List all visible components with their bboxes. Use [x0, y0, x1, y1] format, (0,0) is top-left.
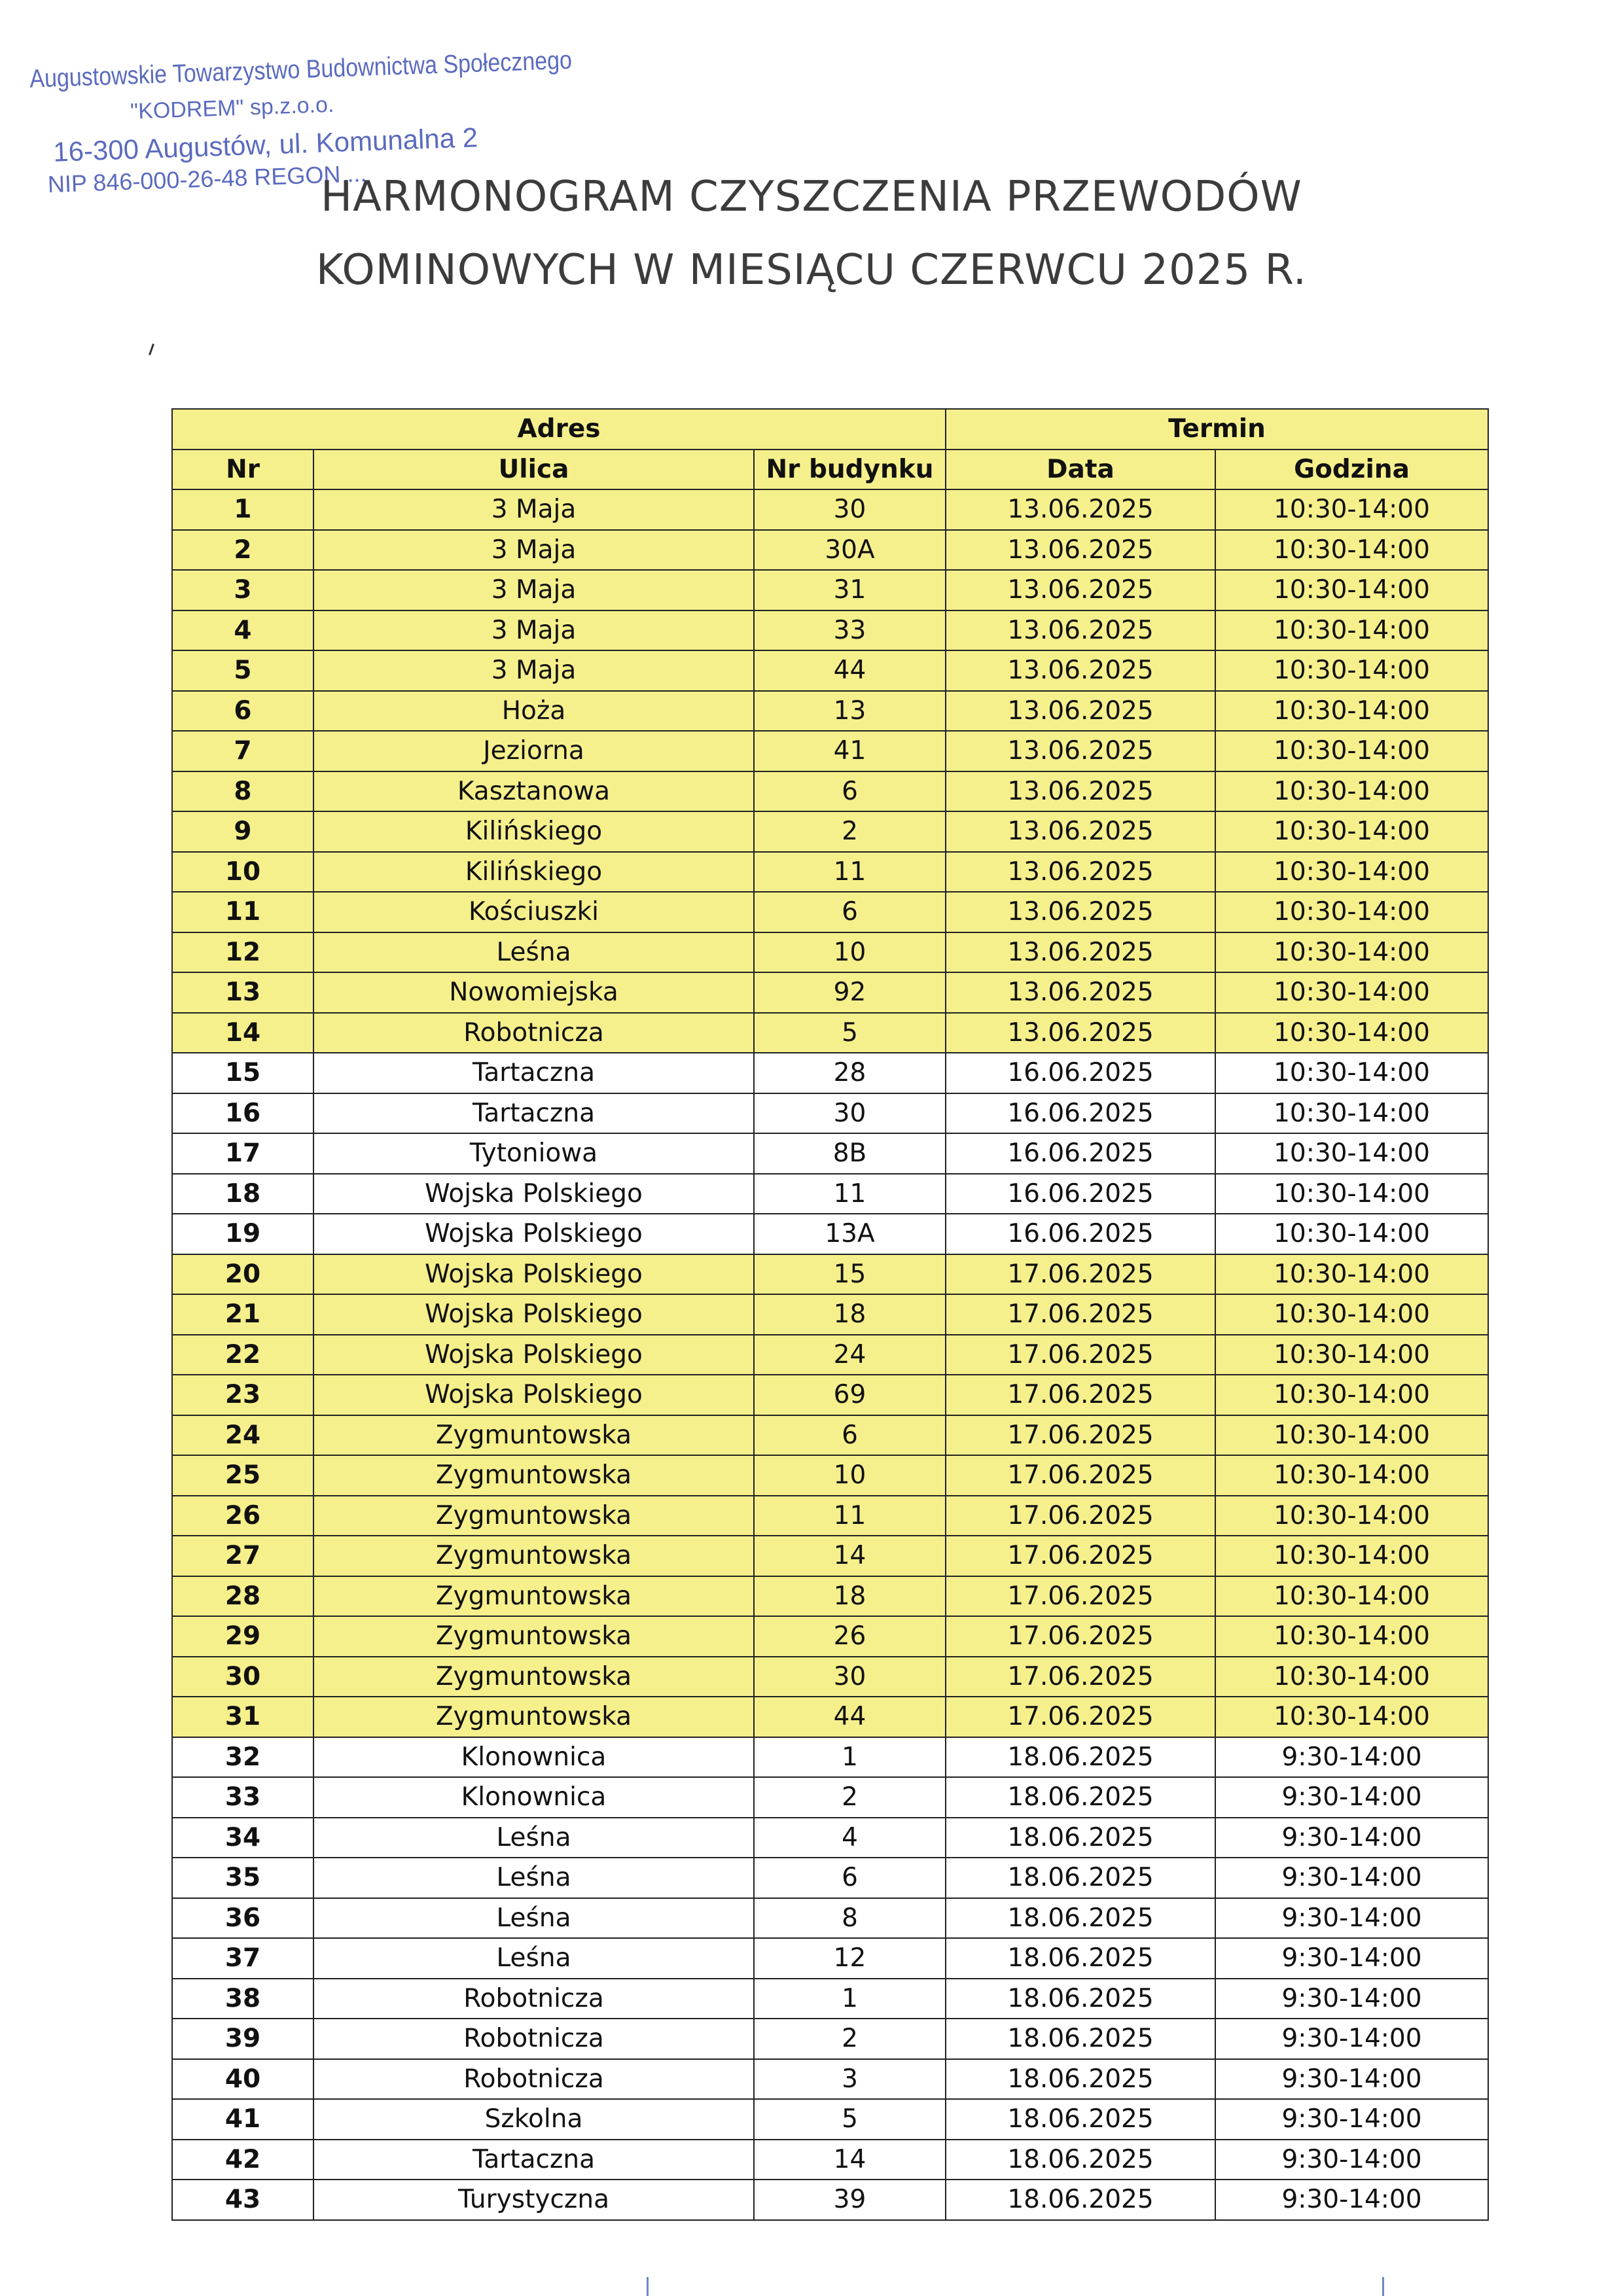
cell-nr: 16 [172, 1093, 313, 1134]
cell-building: 13 [754, 691, 946, 732]
cell-building: 1 [754, 1737, 946, 1778]
cell-nr: 10 [172, 852, 313, 892]
group-header-row [172, 409, 1488, 450]
cell-nr: 36 [172, 1898, 313, 1939]
cell-building: 30 [754, 1093, 946, 1134]
table-row [172, 771, 1488, 812]
table-row [172, 1174, 1488, 1214]
cell-nr: 14 [172, 1013, 313, 1053]
cell-street: 3 Maja [313, 610, 754, 651]
table-row [172, 1737, 1488, 1778]
cell-time: 10:30-14:00 [1215, 731, 1488, 771]
cell-date: 17.06.2025 [946, 1616, 1215, 1657]
cell-date: 17.06.2025 [946, 1335, 1215, 1375]
cell-street: Wojska Polskiego [313, 1174, 754, 1214]
cell-nr: 1 [172, 489, 313, 530]
cell-street: Robotnicza [313, 1013, 754, 1053]
cell-date: 18.06.2025 [946, 2059, 1215, 2100]
cell-date: 16.06.2025 [946, 1053, 1215, 1093]
cell-nr: 17 [172, 1133, 313, 1174]
cell-building: 5 [754, 2099, 946, 2140]
table-row [172, 1536, 1488, 1576]
cell-nr: 15 [172, 1053, 313, 1093]
cell-street: Wojska Polskiego [313, 1214, 754, 1254]
cell-street: Tartaczna [313, 1053, 754, 1093]
table-row [172, 2140, 1488, 2180]
cell-building: 30 [754, 1657, 946, 1697]
table-row [172, 1214, 1488, 1254]
cell-street: Kościuszki [313, 892, 754, 932]
cell-nr: 19 [172, 1214, 313, 1254]
cell-street: Wojska Polskiego [313, 1294, 754, 1335]
cell-time: 10:30-14:00 [1215, 1375, 1488, 1415]
cell-street: Wojska Polskiego [313, 1335, 754, 1375]
cell-date: 17.06.2025 [946, 1496, 1215, 1536]
cell-nr: 11 [172, 892, 313, 932]
cell-building: 92 [754, 972, 946, 1013]
cell-building: 8B [754, 1133, 946, 1174]
cell-nr: 28 [172, 1576, 313, 1617]
cell-nr: 30 [172, 1657, 313, 1697]
cell-street: Tartaczna [313, 2140, 754, 2180]
cell-date: 17.06.2025 [946, 1415, 1215, 1456]
cell-time: 10:30-14:00 [1215, 1455, 1488, 1496]
cell-time: 10:30-14:00 [1215, 892, 1488, 932]
table-row [172, 1133, 1488, 1174]
cell-street: Robotnicza [313, 1979, 754, 2019]
table-row [172, 1335, 1488, 1375]
cell-date: 13.06.2025 [946, 1013, 1215, 1053]
cell-time: 10:30-14:00 [1215, 650, 1488, 691]
cell-street: Zygmuntowska [313, 1496, 754, 1536]
cell-building: 11 [754, 852, 946, 892]
cell-building: 6 [754, 771, 946, 812]
cell-nr: 25 [172, 1455, 313, 1496]
cell-building: 44 [754, 1697, 946, 1737]
cell-time: 10:30-14:00 [1215, 811, 1488, 852]
header-term: Termin [946, 409, 1488, 450]
cell-date: 18.06.2025 [946, 2140, 1215, 2180]
cell-time: 10:30-14:00 [1215, 1576, 1488, 1617]
cell-date: 16.06.2025 [946, 1133, 1215, 1174]
pen-mark [149, 344, 154, 355]
cell-nr: 23 [172, 1375, 313, 1415]
cell-building: 14 [754, 1536, 946, 1576]
cell-time: 10:30-14:00 [1215, 570, 1488, 610]
header-address: Adres [172, 409, 946, 450]
cell-nr: 40 [172, 2059, 313, 2100]
cell-nr: 4 [172, 610, 313, 651]
cell-time: 10:30-14:00 [1215, 1093, 1488, 1134]
cell-building: 10 [754, 932, 946, 973]
cell-time: 10:30-14:00 [1215, 691, 1488, 732]
cell-date: 18.06.2025 [946, 2099, 1215, 2140]
cell-street: Leśna [313, 932, 754, 973]
stamp-line-address: 16-300 Augustów, ul. Komunalna 2 [52, 122, 478, 168]
cell-building: 12 [754, 1938, 946, 1979]
cell-date: 17.06.2025 [946, 1536, 1215, 1576]
cell-date: 13.06.2025 [946, 610, 1215, 651]
table-row [172, 489, 1488, 530]
table-row [172, 1818, 1488, 1858]
cell-street: Zygmuntowska [313, 1616, 754, 1657]
schedule-rows [172, 489, 1488, 2220]
cell-building: 33 [754, 610, 946, 651]
cell-building: 10 [754, 1455, 946, 1496]
cell-building: 8 [754, 1898, 946, 1939]
cell-street: Leśna [313, 1938, 754, 1979]
cell-date: 13.06.2025 [946, 530, 1215, 571]
cell-nr: 33 [172, 1777, 313, 1818]
cell-street: 3 Maja [313, 530, 754, 571]
cell-building: 28 [754, 1053, 946, 1093]
cell-building: 5 [754, 1013, 946, 1053]
cell-building: 11 [754, 1174, 946, 1214]
cell-nr: 29 [172, 1616, 313, 1657]
stamp-line-name: "KODREM" sp.z.o.o. [130, 92, 334, 124]
cell-building: 2 [754, 811, 946, 852]
cell-date: 13.06.2025 [946, 691, 1215, 732]
cell-nr: 27 [172, 1536, 313, 1576]
table-row [172, 1013, 1488, 1053]
cell-time: 10:30-14:00 [1215, 1294, 1488, 1335]
cell-time: 10:30-14:00 [1215, 610, 1488, 651]
cell-building: 3 [754, 2059, 946, 2100]
cell-street: Zygmuntowska [313, 1455, 754, 1496]
page-title [0, 160, 1623, 307]
header-time: Godzina [1215, 450, 1488, 490]
table-row [172, 2099, 1488, 2140]
cell-nr: 42 [172, 2140, 313, 2180]
cell-nr: 2 [172, 530, 313, 571]
cell-date: 18.06.2025 [946, 2019, 1215, 2059]
cell-date: 16.06.2025 [946, 1174, 1215, 1214]
cell-date: 17.06.2025 [946, 1697, 1215, 1737]
page-title-line-2: KOMINOWYCH W MIESIĄCU CZERWCU 2025 R. [315, 246, 1308, 294]
cell-nr: 8 [172, 771, 313, 812]
table-row [172, 1375, 1488, 1415]
cell-time: 10:30-14:00 [1215, 972, 1488, 1013]
cell-date: 17.06.2025 [946, 1657, 1215, 1697]
cell-time: 9:30-14:00 [1215, 1737, 1488, 1778]
cell-date: 17.06.2025 [946, 1455, 1215, 1496]
cell-date: 13.06.2025 [946, 731, 1215, 771]
cell-time: 9:30-14:00 [1215, 2059, 1488, 2100]
cell-nr: 18 [172, 1174, 313, 1214]
cell-time: 10:30-14:00 [1215, 1536, 1488, 1576]
cell-building: 18 [754, 1294, 946, 1335]
cell-street: Hoża [313, 691, 754, 732]
cell-street: Leśna [313, 1818, 754, 1858]
cell-building: 26 [754, 1616, 946, 1657]
cell-nr: 21 [172, 1294, 313, 1335]
cell-building: 2 [754, 1777, 946, 1818]
table-row [172, 972, 1488, 1013]
cell-date: 16.06.2025 [946, 1214, 1215, 1254]
column-header-row [172, 450, 1488, 490]
cell-building: 24 [754, 1335, 946, 1375]
table-row [172, 1415, 1488, 1456]
cell-time: 10:30-14:00 [1215, 489, 1488, 530]
cell-nr: 34 [172, 1818, 313, 1858]
cell-building: 1 [754, 1979, 946, 2019]
cell-time: 10:30-14:00 [1215, 771, 1488, 812]
table-row [172, 1898, 1488, 1939]
cell-time: 10:30-14:00 [1215, 1053, 1488, 1093]
cell-date: 18.06.2025 [946, 1979, 1215, 2019]
cell-nr: 26 [172, 1496, 313, 1536]
cell-date: 13.06.2025 [946, 650, 1215, 691]
stamp-line-company: Augustowskie Towarzystwo Budownictwa Społecznego [29, 46, 573, 94]
table-row [172, 650, 1488, 691]
cell-street: Wojska Polskiego [313, 1254, 754, 1295]
cell-nr: 9 [172, 811, 313, 852]
cell-time: 9:30-14:00 [1215, 2140, 1488, 2180]
cell-date: 18.06.2025 [946, 1858, 1215, 1898]
table-row [172, 1496, 1488, 1536]
cell-street: Klonownica [313, 1737, 754, 1778]
cell-street: Leśna [313, 1858, 754, 1898]
cell-street: Turystyczna [313, 2180, 754, 2220]
cell-nr: 24 [172, 1415, 313, 1456]
table-row [172, 852, 1488, 892]
cell-date: 17.06.2025 [946, 1576, 1215, 1617]
cell-street: Robotnicza [313, 2059, 754, 2100]
cell-street: Wojska Polskiego [313, 1375, 754, 1415]
cell-building: 69 [754, 1375, 946, 1415]
cell-date: 13.06.2025 [946, 489, 1215, 530]
cell-building: 13A [754, 1214, 946, 1254]
cell-date: 17.06.2025 [946, 1294, 1215, 1335]
cell-time: 10:30-14:00 [1215, 1496, 1488, 1536]
table-row [172, 2019, 1488, 2059]
cell-building: 6 [754, 1858, 946, 1898]
cell-time: 10:30-14:00 [1215, 1214, 1488, 1254]
cell-time: 9:30-14:00 [1215, 1777, 1488, 1818]
cell-date: 18.06.2025 [946, 1938, 1215, 1979]
table-row [172, 731, 1488, 771]
cell-nr: 38 [172, 1979, 313, 2019]
cell-date: 17.06.2025 [946, 1375, 1215, 1415]
header-building: Nr budynku [754, 450, 946, 490]
cell-date: 18.06.2025 [946, 1818, 1215, 1858]
table-row [172, 811, 1488, 852]
cell-building: 6 [754, 1415, 946, 1456]
cell-building: 30A [754, 530, 946, 571]
cell-time: 10:30-14:00 [1215, 1013, 1488, 1053]
header-nr: Nr [172, 450, 313, 490]
stamp-line-nip: NIP 846-000-26-48 REGON ... [47, 160, 367, 198]
table-row [172, 1777, 1488, 1818]
cell-time: 9:30-14:00 [1215, 2099, 1488, 2140]
cell-nr: 5 [172, 650, 313, 691]
cell-date: 13.06.2025 [946, 932, 1215, 973]
table-row [172, 892, 1488, 932]
table-row [172, 1093, 1488, 1134]
cell-date: 13.06.2025 [946, 972, 1215, 1013]
cell-time: 10:30-14:00 [1215, 852, 1488, 892]
table-row [172, 570, 1488, 610]
cell-date: 18.06.2025 [946, 2180, 1215, 2220]
cell-date: 17.06.2025 [946, 1254, 1215, 1295]
cell-nr: 3 [172, 570, 313, 610]
cell-street: 3 Maja [313, 489, 754, 530]
table-row [172, 1576, 1488, 1617]
table-row [172, 530, 1488, 571]
cell-street: Kilińskiego [313, 811, 754, 852]
cell-street: Klonownica [313, 1777, 754, 1818]
table-row [172, 1657, 1488, 1697]
cell-time: 9:30-14:00 [1215, 1979, 1488, 2019]
cell-street: Zygmuntowska [313, 1697, 754, 1737]
cell-nr: 37 [172, 1938, 313, 1979]
cell-time: 10:30-14:00 [1215, 530, 1488, 571]
cell-time: 10:30-14:00 [1215, 1254, 1488, 1295]
cell-time: 9:30-14:00 [1215, 1818, 1488, 1858]
cell-date: 13.06.2025 [946, 852, 1215, 892]
cell-date: 13.06.2025 [946, 771, 1215, 812]
header-date: Data [946, 450, 1215, 490]
cell-time: 9:30-14:00 [1215, 1898, 1488, 1939]
table-row [172, 932, 1488, 973]
table-row [172, 1294, 1488, 1335]
cell-nr: 22 [172, 1335, 313, 1375]
cell-nr: 31 [172, 1697, 313, 1737]
cell-street: Kasztanowa [313, 771, 754, 812]
table-row [172, 1455, 1488, 1496]
cell-time: 10:30-14:00 [1215, 932, 1488, 973]
cell-time: 10:30-14:00 [1215, 1657, 1488, 1697]
cell-building: 4 [754, 1818, 946, 1858]
cell-nr: 12 [172, 932, 313, 973]
table-row [172, 1616, 1488, 1657]
cell-date: 16.06.2025 [946, 1093, 1215, 1134]
cell-date: 18.06.2025 [946, 1898, 1215, 1939]
cell-street: Zygmuntowska [313, 1536, 754, 1576]
cell-nr: 41 [172, 2099, 313, 2140]
cell-building: 2 [754, 2019, 946, 2059]
table-row [172, 1858, 1488, 1898]
cell-building: 6 [754, 892, 946, 932]
cell-street: Zygmuntowska [313, 1657, 754, 1697]
cell-building: 14 [754, 2140, 946, 2180]
cell-date: 18.06.2025 [946, 1737, 1215, 1778]
cell-nr: 7 [172, 731, 313, 771]
page-title-line-1: HARMONOGRAM CZYSZCZENIA PRZEWODÓW [321, 173, 1302, 221]
cell-time: 10:30-14:00 [1215, 1697, 1488, 1737]
cell-building: 18 [754, 1576, 946, 1617]
scan-edge-mark [647, 2277, 649, 2296]
table-row [172, 1053, 1488, 1093]
cell-street: Tytoniowa [313, 1133, 754, 1174]
cell-date: 13.06.2025 [946, 811, 1215, 852]
cell-street: Nowomiejska [313, 972, 754, 1013]
cell-date: 13.06.2025 [946, 892, 1215, 932]
cell-street: Jeziorna [313, 731, 754, 771]
cell-street: Robotnicza [313, 2019, 754, 2059]
cell-time: 10:30-14:00 [1215, 1133, 1488, 1174]
table-row [172, 1254, 1488, 1295]
table-row [172, 1979, 1488, 2019]
cell-time: 9:30-14:00 [1215, 1858, 1488, 1898]
cell-building: 30 [754, 489, 946, 530]
cell-date: 18.06.2025 [946, 1777, 1215, 1818]
header-street: Ulica [313, 450, 754, 490]
cell-time: 10:30-14:00 [1215, 1616, 1488, 1657]
cell-time: 10:30-14:00 [1215, 1335, 1488, 1375]
cell-street: Zygmuntowska [313, 1415, 754, 1456]
cell-nr: 13 [172, 972, 313, 1013]
scan-edge-mark [1382, 2277, 1384, 2296]
cell-street: Zygmuntowska [313, 1576, 754, 1617]
cell-street: Leśna [313, 1898, 754, 1939]
cell-building: 15 [754, 1254, 946, 1295]
cell-building: 41 [754, 731, 946, 771]
cell-nr: 32 [172, 1737, 313, 1778]
cell-street: Kilińskiego [313, 852, 754, 892]
cell-time: 10:30-14:00 [1215, 1415, 1488, 1456]
cell-building: 31 [754, 570, 946, 610]
cell-building: 44 [754, 650, 946, 691]
cell-building: 11 [754, 1496, 946, 1536]
table-row [172, 1697, 1488, 1737]
cell-time: 10:30-14:00 [1215, 1174, 1488, 1214]
cell-time: 9:30-14:00 [1215, 1938, 1488, 1979]
cell-nr: 39 [172, 2019, 313, 2059]
cell-nr: 20 [172, 1254, 313, 1295]
cell-time: 9:30-14:00 [1215, 2180, 1488, 2220]
table-row [172, 610, 1488, 651]
cell-date: 13.06.2025 [946, 570, 1215, 610]
cell-street: Tartaczna [313, 1093, 754, 1134]
cell-time: 9:30-14:00 [1215, 2019, 1488, 2059]
cell-nr: 6 [172, 691, 313, 732]
cell-nr: 43 [172, 2180, 313, 2220]
cell-street: Szkolna [313, 2099, 754, 2140]
cell-building: 39 [754, 2180, 946, 2220]
table-row [172, 2059, 1488, 2100]
table-row [172, 1938, 1488, 1979]
table-row [172, 2180, 1488, 2220]
cell-street: 3 Maja [313, 570, 754, 610]
cell-nr: 35 [172, 1858, 313, 1898]
cell-street: 3 Maja [313, 650, 754, 691]
schedule-table [171, 408, 1489, 2221]
table-row [172, 691, 1488, 732]
